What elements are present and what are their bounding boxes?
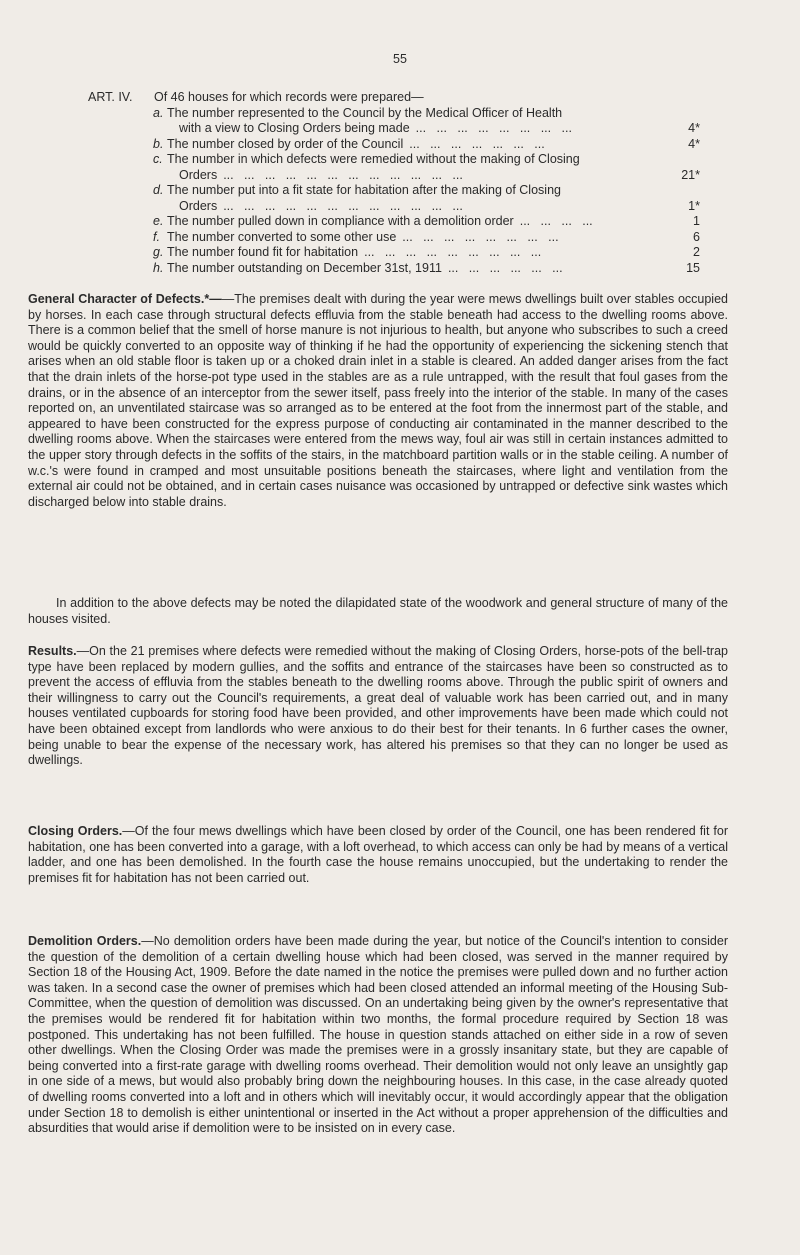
closing-orders-section	[28, 824, 728, 886]
item-key: h.	[153, 260, 164, 275]
section-body: In addition to the above defects may be noted the dilapidated state of the woodwork and general structure of many of the houses visited.	[28, 596, 728, 626]
item-value: 1*	[688, 198, 700, 213]
section-heading: Results.	[28, 644, 77, 658]
leader-dots: ... ... ... ... ... ... ...	[409, 136, 545, 151]
item-text: The number represented to the Council by the Medical Officer of Health	[167, 105, 563, 120]
leader-dots: ... ... ... ... ... ... ... ... ... ... ... ...	[223, 198, 463, 213]
item-key: a.	[153, 105, 164, 120]
item-value: 4*	[688, 136, 700, 151]
list-item	[153, 214, 700, 230]
article-label: ART. IV.	[88, 90, 133, 104]
list-item	[153, 137, 700, 153]
list-item	[153, 183, 700, 214]
section-heading: General Character of Defects.*—	[28, 292, 222, 306]
results-section	[28, 644, 728, 769]
article-intro: Of 46 houses for which records were prepared—	[154, 90, 424, 104]
item-key: b.	[153, 136, 164, 151]
item-text-continued: with a view to Closing Orders being made	[179, 121, 410, 135]
item-text: The number put into a fit state for habitation after the making of Closing	[167, 183, 561, 197]
addition-section	[28, 596, 728, 627]
list-item	[153, 245, 700, 261]
item-text: The number found fit for habitation	[167, 245, 359, 259]
item-value: 15	[686, 260, 700, 275]
item-key: g.	[153, 245, 164, 259]
item-value: 1	[693, 214, 700, 228]
item-text-continued: Orders	[179, 198, 218, 213]
item-key: d.	[153, 183, 164, 197]
general-character-section	[28, 292, 728, 510]
leader-dots: ... ... ... ... ... ...	[447, 260, 563, 275]
leader-dots: ... ... ... ...	[519, 214, 593, 228]
leader-dots: ... ... ... ... ... ... ... ...	[415, 121, 572, 135]
article-four	[88, 90, 700, 276]
page-number: 55	[393, 52, 407, 66]
article-heading	[88, 90, 700, 106]
item-text: The number converted to some other use	[167, 229, 397, 244]
item-key: c.	[153, 152, 163, 166]
item-text-continued: Orders	[179, 167, 218, 182]
leader-dots: ... ... ... ... ... ... ... ... ... ... ... ...	[223, 167, 463, 182]
item-text: The number outstanding on December 31st, 1911	[167, 260, 442, 275]
item-text: The number pulled down in compliance with a demolition order	[167, 214, 514, 228]
item-text: The number closed by order of the Council	[167, 136, 404, 151]
item-value: 2	[693, 245, 700, 259]
item-value: 4*	[688, 121, 700, 135]
section-heading: Closing Orders.	[28, 824, 123, 838]
section-heading: Demolition Orders.	[28, 934, 142, 948]
section-body: —Of the four mews dwellings which have been closed by order of the Council, one has been rendered fit for habitation, one has been converted into a garage, with a loft overhead, to which access can only be had by means of a vertical ladder, and one has been demolished. In the fourth case the house remains unoccupied, but the undertaking to render the premises fit for habitation has not been carried out.	[28, 824, 728, 885]
item-text: The number in which defects were remedied without the making of Closing	[167, 152, 580, 166]
item-value: 6	[693, 229, 700, 244]
list-item	[153, 152, 700, 183]
section-body: —The premises dealt with during the year were mews dwellings built over stables occupied by horses. In each case through structural defects effluvia from the stable beneath had access to the dwelling rooms above. There is a common belief that the smell of horse manure is not injurious to health, but anyone who subscribes to such a creed would be quickly converted to an opposite way of thinking if he had the opportunity of experiencing the sickening stench that arises when an old stable floor is taken up or a choked drain inlet in a stable is cleared. An added danger arises from the fact that the drain inlets of the horse-pot type used in the stables are as a rule untrapped, with the result that foul gases from the drains, or in the absence of an interceptor from the sewer itself, pass freely into the interior of the stable. In many of the cases reported on, an unventilated staircase was so arranged as to be entered at the foot from the innermost part of the stable, and appeared to have been constructed for the express purpose of conducting air contaminated in the manner described to the dwelling rooms above. When the staircases were entered from the mews way, foul air was still in certain instances admitted to the upper story through defects in the soffits of the stairs, in the matchboard partition walls or in the stable ceiling. A number of w.c.'s were found in cramped and most unsuitable positions beneath the staircases, where light and ventilation from the external air could not be obtained, and in certain cases nuisance was occasioned by untrapped or defective sink wastes which discharged below into stable drains.	[28, 292, 728, 509]
leader-dots: ... ... ... ... ... ... ... ...	[402, 229, 559, 244]
list-item	[153, 106, 700, 137]
article-items	[153, 106, 700, 277]
list-item	[153, 230, 700, 246]
demolition-orders-section	[28, 934, 728, 1137]
item-value: 21*	[681, 167, 700, 182]
item-key: e.	[153, 214, 164, 228]
section-body: —No demolition orders have been made during the year, but notice of the Council's intention to consider the question of the demolition of a certain dwelling house which had been closed, was served in the manner required by Section 18 of the Housing Act, 1909. Before the date named in the notice the premises were pulled down and no further action was taken. In a second case the owner of premises which had been closed attended an informal meeting of the Housing Sub-Committee, when the question of demolition was discussed. On an undertaking being given by the owner's representative that the premises would be rendered fit for habitation within two months, the formal procedure required by Section 18 was postponed. This undertaking has not been fulfilled. The house in question stands attached on either side in a row of seven other dwellings. When the Closing Order was made the premises were in a grossly insanitary state, but they are capable of being converted into a first-rate garage with dwelling rooms overhead. Their demolition would not only leave an unsightly gap in one side of a mews, but would also probably bring down the neighbouring houses. In this case, in the case already quoted of dwelling rooms converted into a loft and in others which will inevitably occur, it would accordingly appear that the obligation under Section 18 to demolish is either unintentional or inserted in the Act without a proper apprehension of the difficulties and absurdities that would arise if demolition were to be insisted on in every case.	[28, 934, 728, 1136]
leader-dots: ... ... ... ... ... ... ... ... ...	[364, 245, 542, 259]
item-key: f.	[153, 229, 160, 244]
list-item	[153, 261, 700, 277]
section-body: —On the 21 premises where defects were remedied without the making of Closing Orders, horse-pots of the bell-trap type have been replaced by modern gullies, and the soffits and entrance of the staircases have been so constructed as to prevent the access of effluvia from the stables beneath to the dwelling rooms above. Through the public spirit of owners and their willingness to carry out the Council's requirements, a great deal of valuable work has been carried out, and in many houses ventilated cupboards for storing food have been provided, and other improvements have been made which could not have been obtained except from landlords who were anxious to do their best for their tenants. In 6 further cases the owner, being unable to bear the expense of the necessary work, has altered his premises so that they can no longer be used as dwellings.	[28, 644, 728, 768]
